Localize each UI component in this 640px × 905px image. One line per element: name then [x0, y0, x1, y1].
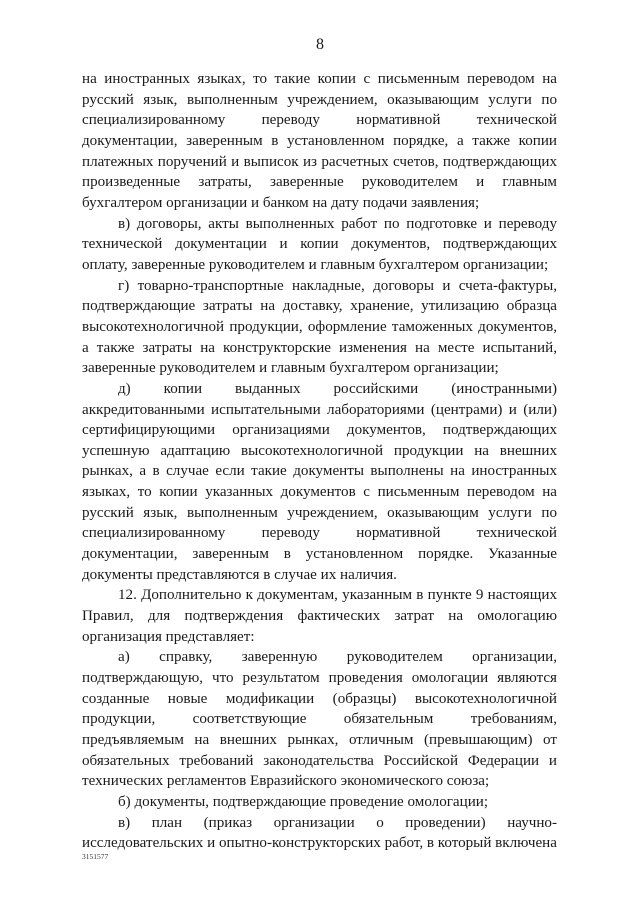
- page-number: 8: [316, 36, 324, 53]
- paragraph-item-g: г) товарно-транспортные накладные, договоры и счета-фактуры, подтверждающие затраты на доставку, хранение, утилизацию образца высокотехнологичной продукции, оформление таможенных документов, а также затраты на конструкторские изменения на месте испытаний, заверенные руководителем и главным бухгалтером организации;: [82, 277, 557, 377]
- paragraph-item-v2: в) план (приказ организации о проведении) научно-исследовательских и опытно-конструкторских работ, в который включена: [82, 814, 557, 852]
- document-code: 3151577: [82, 852, 109, 861]
- paragraph-continuation: на иностранных языках, то такие копии с письменным переводом на русский язык, выполненным учреждением, оказывающим услуги по специализированному переводу нормативной технической документации, заверенным в установленном порядке, а также копии платежных поручений и выписок из расчетных счетов, подтверждающих произведенные затраты, заверенные руководителем и главным бухгалтером организации и банком на дату подачи заявления;: [82, 71, 557, 211]
- paragraph-item-a: а) справку, заверенную руководителем организации, подтверждающую, что результатом проведения омологации являются созданные новые модификации (образцы) высокотехнологичной продукции, соответствующие обязательным требованиям, предъявляемым на внешних рынках, отличным (превышающим) от обязательных требований законодательства Российской Федерации и технических регламентов Евразийского экономического союза;: [82, 649, 557, 790]
- document-body: [82, 69, 557, 854]
- paragraph-item-d: д) копии выданных российскими (иностранными) аккредитованными испытательными лабораториями (центрами) и (или) сертифицирующими организациями документов, подтверждающих успешную адаптацию высокотехнологичной продукции на внешних рынках, а в случае если такие документы выполнены на иностранных языках, то копии указанных документов с письменным переводом на русский язык, выполненным учреждением, оказывающим услуги по специализированному переводу нормативной технической документации, заверенным в установленном порядке. Указанные документы представляются в случае их наличия.: [82, 380, 557, 583]
- paragraph-clause-12: 12. Дополнительно к документам, указанным в пункте 9 настоящих Правил, для подтверждения фактических затрат на омологацию организация представляет:: [82, 587, 557, 645]
- paragraph-item-v: в) договоры, акты выполненных работ по подготовке и переводу технической документации и копии документов, подтверждающих оплату, заверенные руководителем и главным бухгалтером организации;: [82, 215, 557, 273]
- paragraph-item-b: б) документы, подтверждающие проведение омологации;: [118, 793, 489, 810]
